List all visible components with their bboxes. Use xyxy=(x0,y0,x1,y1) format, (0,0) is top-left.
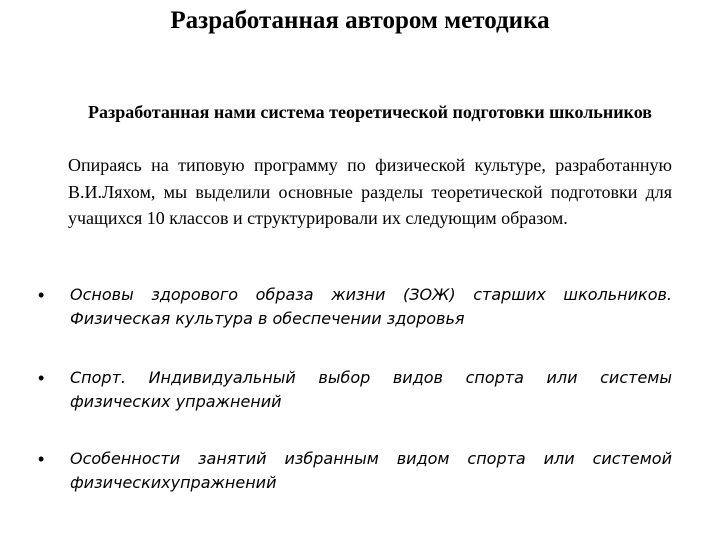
section-heading: Разработанная нами система теоретической подготовки школьников xyxy=(88,102,652,122)
bullet-text: Основы здорового образа жизни (ЗОЖ) старших школьников. Физическая культура в обеспечении здоровья xyxy=(70,285,672,328)
slide-title: Разработанная автором методика xyxy=(170,7,550,34)
bullet-text: Спорт. Индивидуальный выбор видов спорта или системы физических упражнений xyxy=(70,368,672,411)
bullet-marker: • xyxy=(38,368,45,388)
bullet-marker: • xyxy=(38,285,45,305)
bullet-text: Особенности занятий избранным видом спорта или системой физическихупражнений xyxy=(70,449,672,492)
intro-paragraph: Опираясь на типовую программу по физической культуре, разработанную В.И.Ляхом, мы выделили основные разделы теоретической подготовки для учащихся 10 классов и структурировали их следующим образом. xyxy=(68,155,672,228)
bullet-marker: • xyxy=(38,449,45,469)
